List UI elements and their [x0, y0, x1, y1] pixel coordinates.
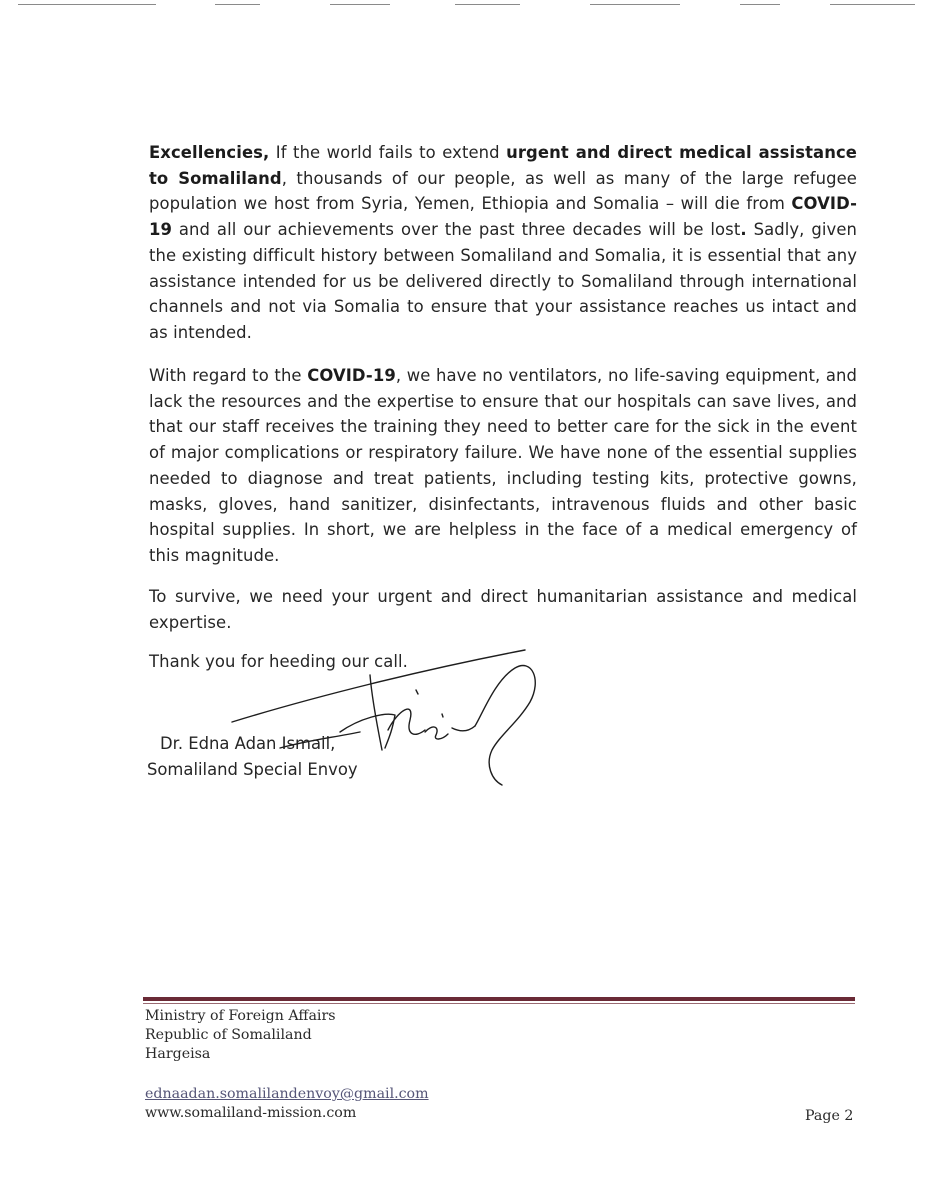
footer-ministry: Ministry of Foreign Affairs — [145, 1008, 336, 1024]
scan-artifact-line — [330, 4, 390, 5]
footer-divider — [143, 997, 855, 1001]
paragraph-survive: To survive, we need your urgent and direct humanitarian assistance and medical expertise. — [149, 587, 857, 632]
scan-artifact-line — [590, 4, 680, 5]
page-number: Page 2 — [805, 1108, 854, 1124]
footer-republic: Republic of Somaliland — [145, 1027, 312, 1043]
scan-artifact-line — [215, 4, 260, 5]
paragraph-text: Sadly, given the existing difficult history between Somaliland and Somalia, it is essential that any assistance intended for us be delivered directly to Somaliland through international channels and not via Somalia to ensure that your assistance reaches us intact and as intended. — [149, 220, 858, 342]
footer-contact — [145, 1085, 429, 1123]
emphasis-period: . — [740, 220, 747, 240]
handwritten-signature — [220, 640, 550, 790]
scan-artifact-line — [830, 4, 915, 5]
paragraph-text: With regard to the — [149, 366, 308, 385]
signer-name: Dr. Edna Adan Ismail, — [160, 734, 336, 753]
scan-artifact-line — [455, 4, 520, 5]
footer-city: Hargeisa — [145, 1046, 211, 1062]
scan-artifact-line — [740, 4, 780, 5]
paragraph-text: , thousands of our people, as well as many of the large refugee population we host from Syria, Yemen, Ethiopia and Somalia – will die from — [149, 168, 857, 214]
paragraph-text: and all our achievements over the past three decades will be lost — [172, 220, 741, 240]
paragraph-thanks: Thank you for heeding our call. — [149, 652, 408, 671]
signer-title: Somaliland Special Envoy — [147, 760, 358, 779]
paragraph-text: , we have no ventilators, no life-saving equipment, and lack the resources and the expertise to ensure that our hospitals can save lives, and that our staff receives the training they need to better care for the sick in the event of major complications or respiratory failure. We have none of the essential supplies needed to diagnose and treat patients, including testing kits, protective gowns, masks, gloves, hand sanitizer, disinfectants, intravenous fluids and other basic hospital supplies. In short, we are helpless in the face of a medical emergency of this magnitude. — [149, 366, 858, 565]
emphasis-text: urgent and direct medical assistance to Somaliland — [149, 143, 857, 188]
emphasis-text: COVID-19 — [149, 194, 857, 240]
footer-email-link[interactable]: ednaadan.somalilandenvoy@gmail.com — [145, 1086, 429, 1102]
scan-artifact-line — [18, 4, 156, 5]
footer-website: www.somaliland-mission.com — [145, 1105, 357, 1121]
paragraph-covid-needs — [149, 363, 857, 569]
emphasis-text: COVID-19 — [307, 366, 396, 385]
footer-divider-thin — [143, 1003, 855, 1004]
salutation: Excellencies, — [149, 143, 270, 162]
footer-organization — [145, 1007, 336, 1064]
paragraph-text: If the world fails to extend — [269, 143, 507, 162]
paragraph-excellencies — [149, 140, 857, 346]
